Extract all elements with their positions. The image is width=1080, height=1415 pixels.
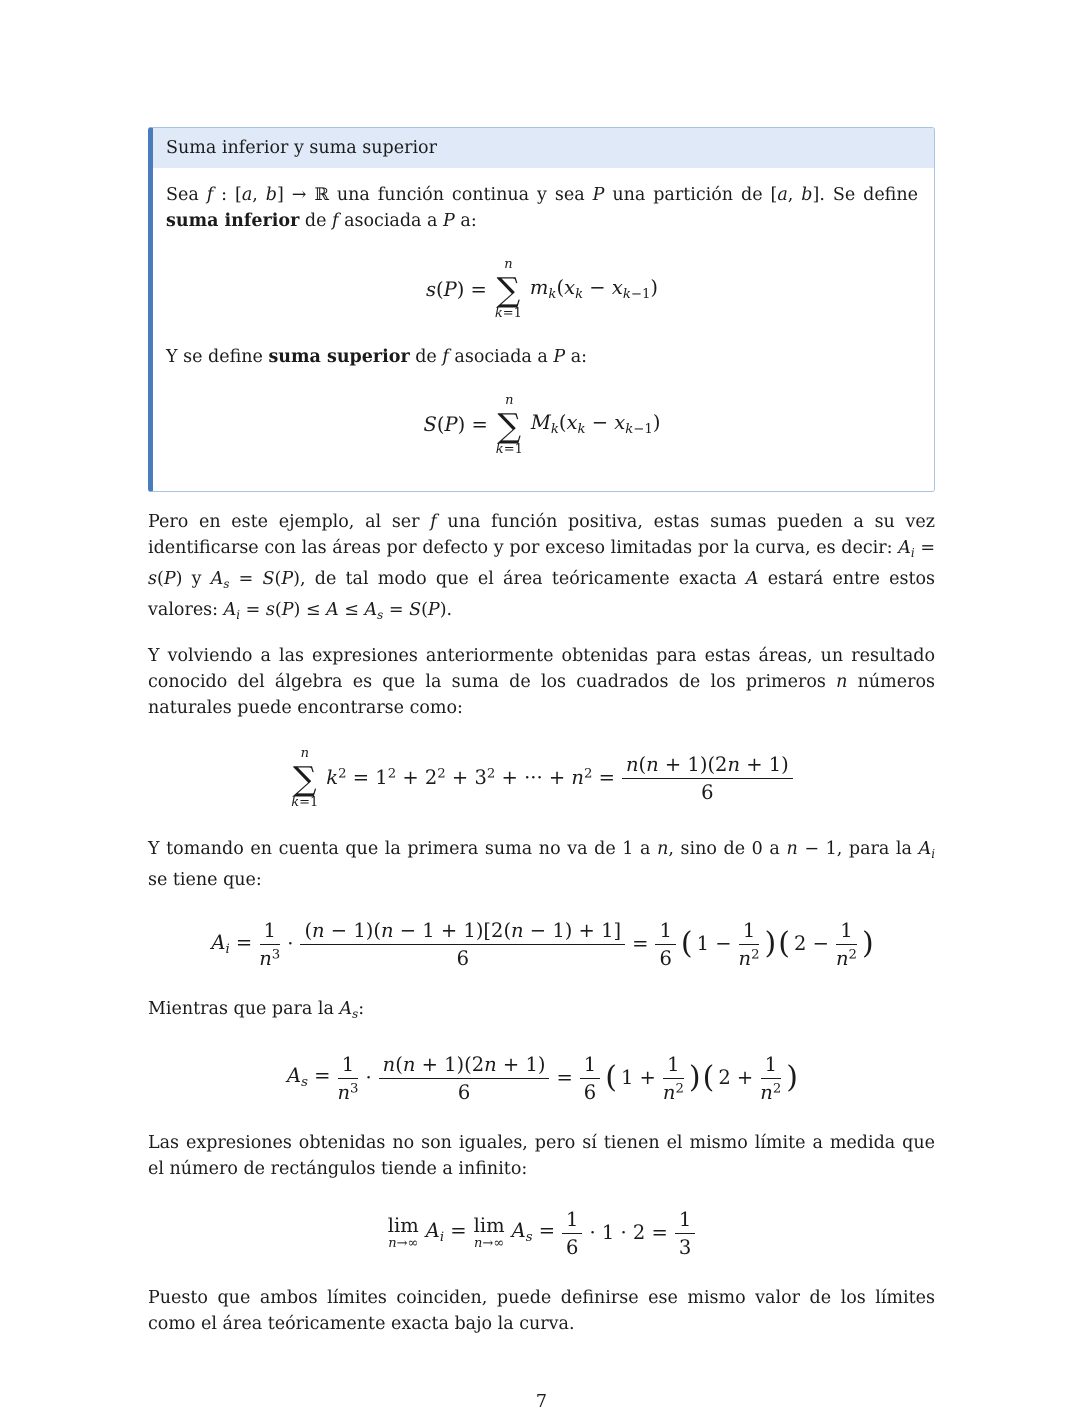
upper-sum-term: $M_k(x_k - x_{k-1})$ (530, 411, 661, 438)
term-one-plus: 1 + (620, 1066, 656, 1090)
denominator: 6 (701, 780, 714, 804)
fraction (580, 1053, 600, 1104)
content-column (148, 127, 935, 1415)
denominator: 6 (457, 1080, 471, 1104)
fraction (379, 1053, 550, 1104)
denominator: $n^2$ (662, 1080, 684, 1104)
numerator: 1 (836, 919, 856, 945)
numerator: 1 (655, 919, 675, 945)
denominator: $n^2$ (738, 946, 760, 970)
numerator: 1 (338, 1053, 358, 1079)
sum-upper-limit: n (504, 257, 513, 272)
numerator: n(n + 1)(2n + 1) (379, 1053, 550, 1079)
denominator: 6 (566, 1235, 579, 1259)
paragraph-conclusion: Puesto que ambos límites coinciden, puede definirse ese mismo valor de los límites como el área teóricamente exacta bajo la curva. (148, 1287, 935, 1334)
sum-upper-limit: n (300, 745, 309, 761)
equation-lower-area (148, 919, 935, 970)
denominator: $n^3$ (337, 1080, 359, 1104)
fraction (337, 1053, 358, 1104)
page-number: 7 (535, 1391, 548, 1412)
right-paren: ) (786, 1060, 798, 1096)
fraction (622, 753, 793, 804)
equation-upper-sum (166, 394, 918, 458)
fraction (562, 1208, 582, 1259)
term-two-minus: 2 − (793, 932, 829, 956)
equation-limits (148, 1208, 935, 1259)
sum-lower-limit: k=1 (291, 794, 319, 810)
limit-ai: $A_i$ = (425, 1219, 467, 1246)
dot-operator: · (287, 932, 294, 956)
numerator: 1 (580, 1053, 600, 1079)
right-paren: ) (861, 926, 874, 962)
paragraph-same-limit: Las expresiones obtenidas no son iguales, pero sí tienen el mismo límite a medida que el número de rectángulos tiende a infinito: (148, 1132, 935, 1179)
term-two-plus: 2 + (718, 1066, 754, 1090)
denominator: 6 (456, 946, 469, 970)
equation-lower-sum (166, 258, 918, 322)
fraction (300, 919, 625, 970)
fraction (259, 919, 280, 970)
dot-operator: · (365, 1066, 372, 1090)
paragraph-mientras: Mientras que para la $A_s$: (148, 998, 365, 1021)
upper-sum-lhs: S(P) = (423, 413, 488, 437)
paragraph-algebra-result: Y volviendo a las expresiones anteriormente obtenidas para estas áreas, un resultado conocido del álgebra es que la suma de los cuadrados de los primeros n números naturales puede encontrarse como: (148, 645, 935, 718)
numerator: 1 (675, 1208, 695, 1234)
paragraph-first-sum-range: Y tomando en cuenta que la primera suma no va de 1 a n, sino de 0 a n − 1, para la $A_i$ se tiene que: (148, 839, 936, 890)
right-paren: ) (688, 1060, 701, 1096)
equation-upper-area (148, 1053, 935, 1104)
definition-box-title: Suma inferior y suma superior (166, 138, 437, 158)
numerator: 1 (663, 1053, 683, 1079)
summation-operator (291, 747, 318, 811)
paragraph-areas-identification: Pero en este ejemplo, al ser f una función positiva, estas sumas pueden a su vez identificarse con las áreas por defecto y por exceso limitadas por la curva, es decir: $A_i = s(P)$ y $A_s = S(P)$, de tal modo que el área teóricamente exacta A estará entre estos valores: $A_i = s(P) \le A \le A_s = S(P)$. (148, 512, 936, 622)
numerator: 1 (562, 1208, 582, 1234)
sigma-icon: ∑ (292, 758, 317, 798)
left-paren: ( (702, 1060, 715, 1096)
lower-sum-lhs: s(P) = (425, 277, 487, 301)
sum-lower-limit: k=1 (494, 306, 522, 322)
term-one-minus: 1 − (696, 932, 732, 956)
upper-area-lhs: $A_s$ = (286, 1064, 331, 1091)
box-middle-paragraph: Y se define suma superior de f asociada a P a: (166, 346, 588, 367)
limit-as: $A_s$ = (511, 1219, 556, 1246)
denominator: 6 (583, 1080, 597, 1104)
numerator: 1 (739, 919, 759, 945)
summation-operator (495, 258, 522, 322)
numerator: n(n + 1)(2n + 1) (622, 753, 793, 779)
sigma-icon: ∑ (496, 270, 521, 310)
summation-operator (496, 394, 523, 458)
definition-box-body (153, 168, 934, 491)
fraction (836, 919, 857, 970)
denominator: $n^3$ (259, 946, 281, 970)
limit-operator (474, 1215, 505, 1251)
definition-box (148, 127, 935, 492)
lim-word: lim (387, 1214, 419, 1238)
fraction (663, 1053, 684, 1104)
left-paren: ( (778, 926, 790, 962)
denominator: $n^2$ (760, 1080, 782, 1104)
denominator: $n^2$ (835, 946, 857, 970)
sigma-icon: ∑ (497, 405, 522, 445)
equals-sign: = (556, 1066, 573, 1090)
numerator: 1 (260, 919, 280, 945)
limit-subscript: n→∞ (474, 1235, 505, 1251)
lower-sum-term: $m_k(x_k - x_{k-1})$ (529, 275, 659, 303)
sum-upper-limit: n (505, 392, 514, 408)
lim-word: lim (473, 1214, 505, 1238)
box-intro-paragraph: Sea f : [a, b] → ℝ una función continua y sea P una partición de [a, b]. Se define suma inferior de f asociada a P a: (166, 185, 918, 231)
limit-middle: · 1 · 2 = (589, 1221, 668, 1245)
left-paren: ( (605, 1060, 617, 1096)
fraction (655, 919, 675, 970)
fraction (675, 1208, 695, 1259)
equation-sum-of-squares (148, 747, 935, 811)
lower-area-lhs: $A_i$ = (211, 930, 253, 957)
limit-subscript: n→∞ (388, 1235, 419, 1251)
sum-of-squares-expansion: $k^2 = 1^2 + 2^2 + 3^2$ + ··· + $n^2$ = (326, 766, 615, 790)
limit-operator (388, 1215, 419, 1251)
denominator: 6 (659, 946, 672, 970)
numerator: 1 (761, 1053, 781, 1079)
left-paren: ( (680, 926, 693, 962)
denominator: 3 (678, 1235, 692, 1259)
fraction (739, 919, 760, 970)
sum-lower-limit: k=1 (495, 441, 523, 457)
definition-box-header (153, 128, 934, 168)
right-paren: ) (764, 926, 777, 962)
fraction (760, 1053, 781, 1104)
numerator: (n − 1)(n − 1 + 1)[2(n − 1) + 1] (300, 919, 625, 945)
equals-sign: = (632, 932, 649, 956)
